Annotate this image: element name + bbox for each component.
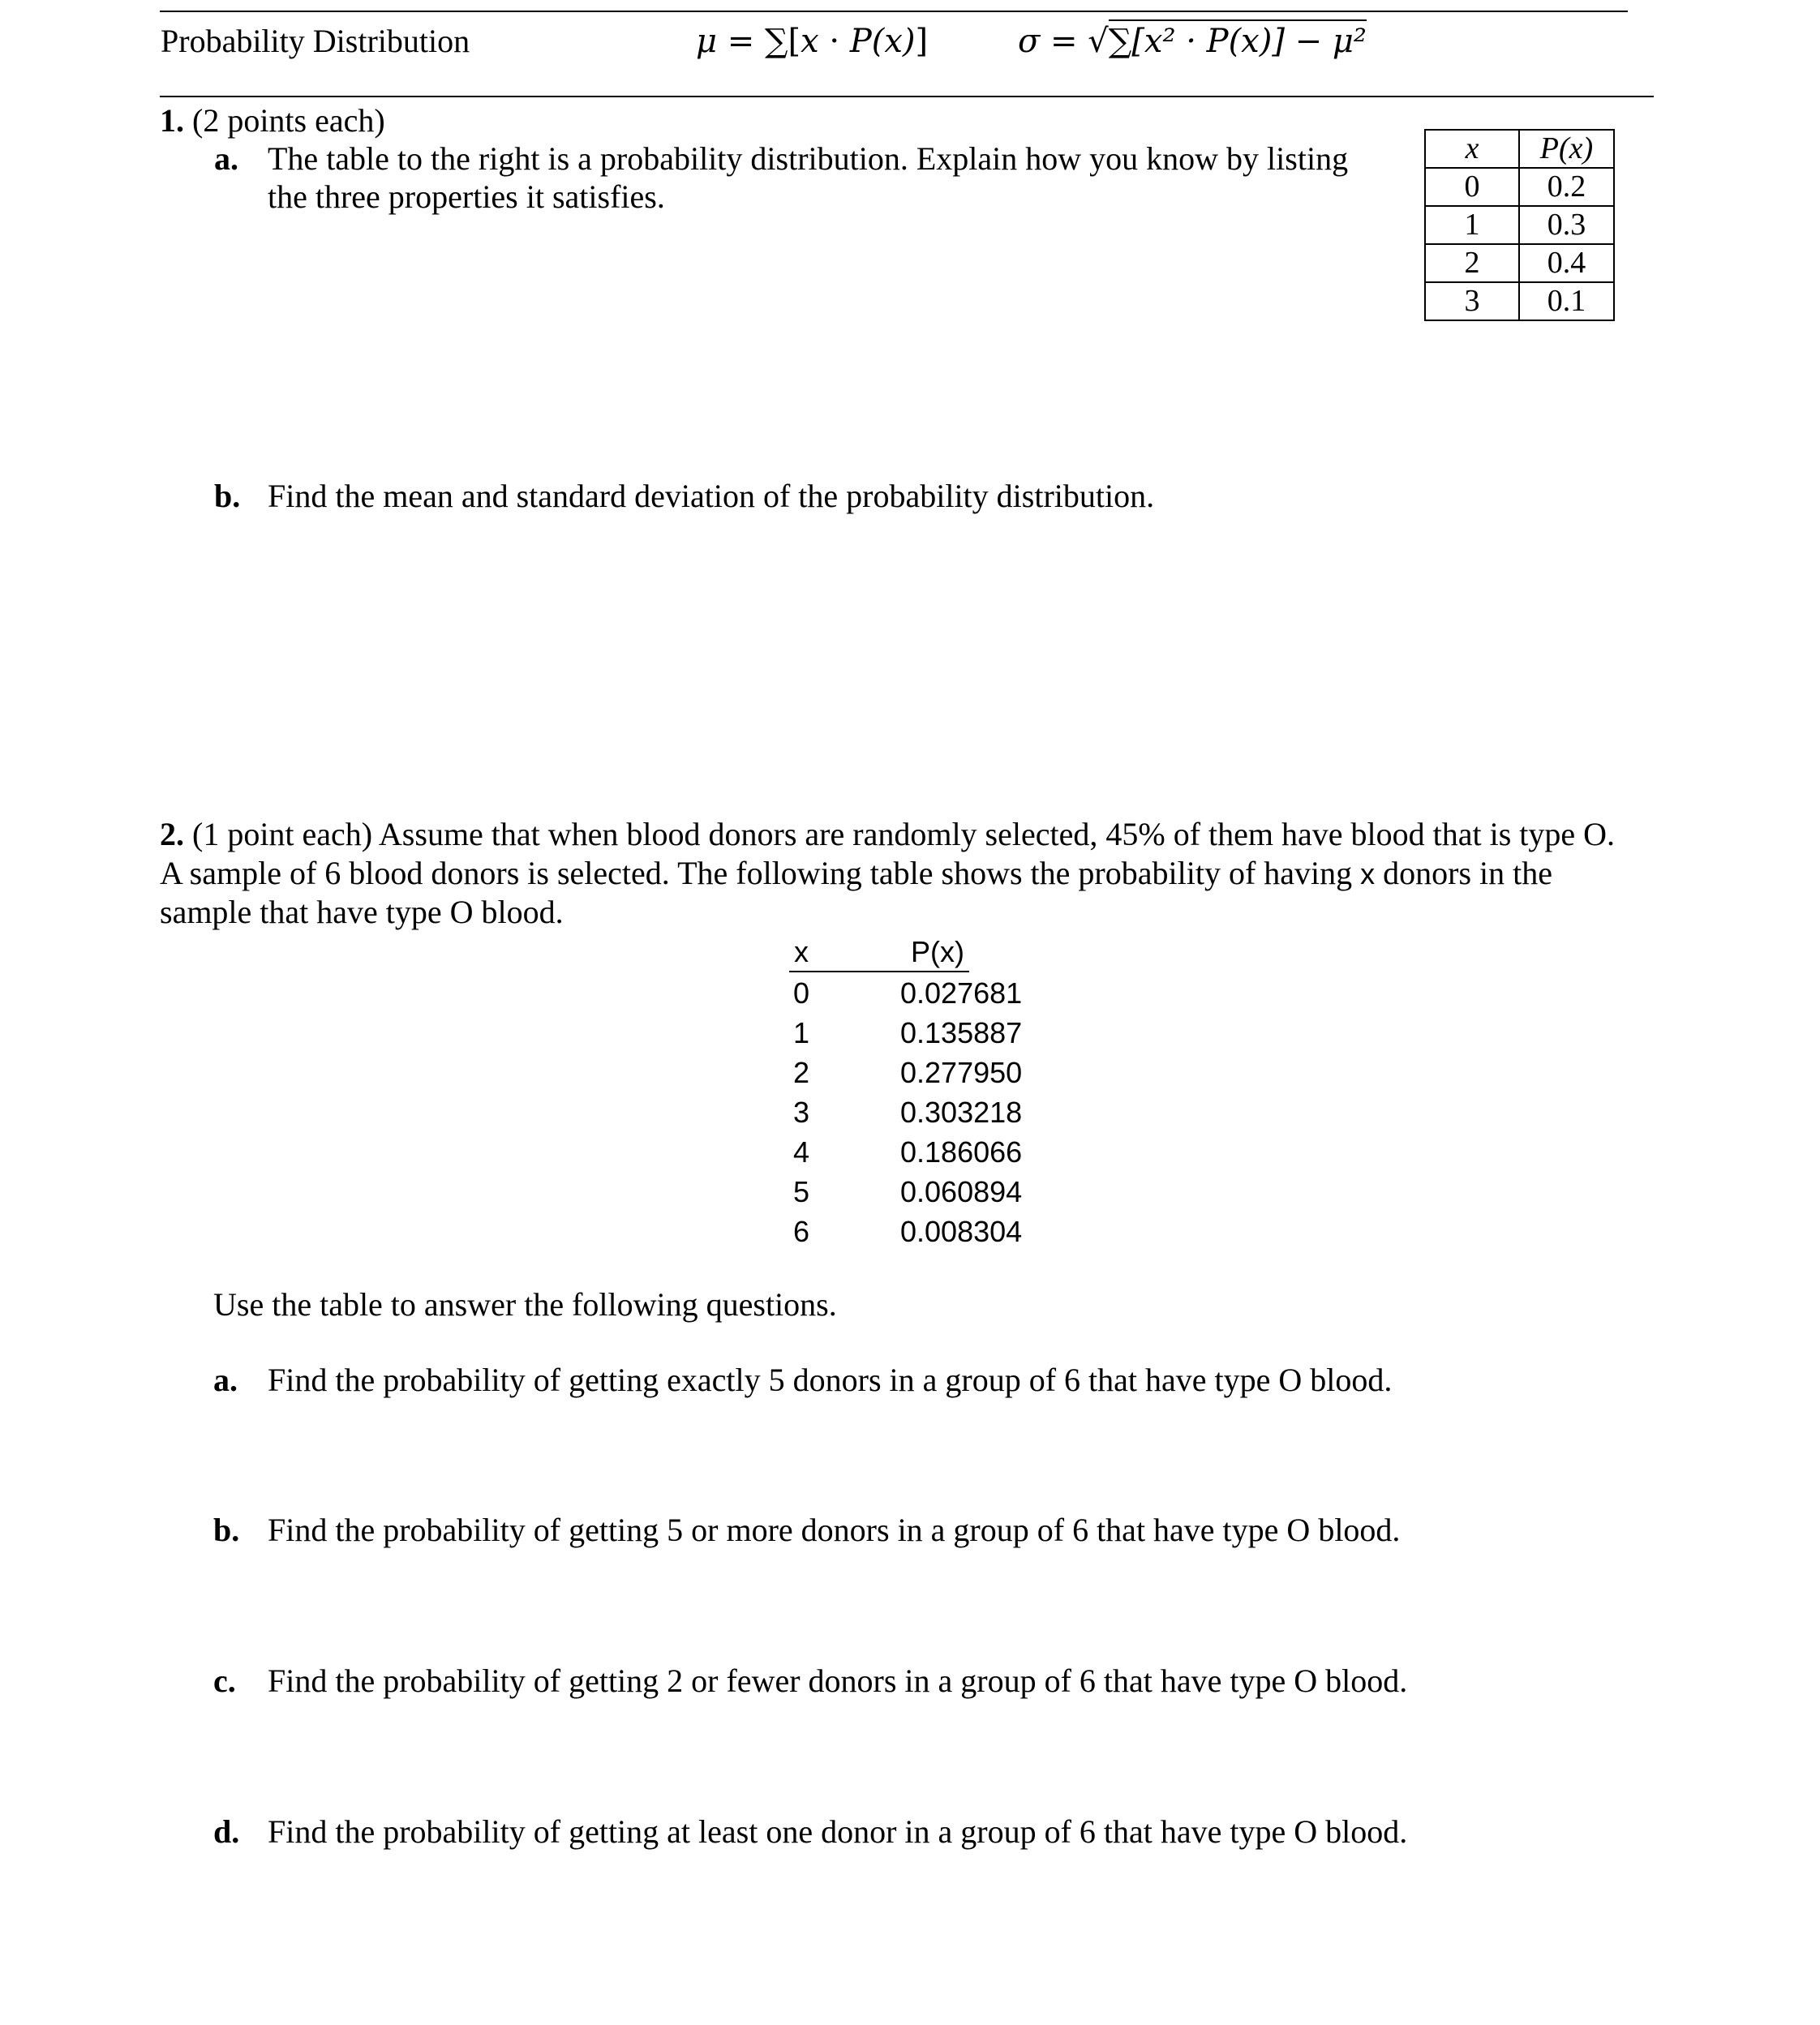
q2-line2-start: A sample of 6 blood donors is selected. The following table shows the probability of having [160, 855, 1361, 891]
mean-sum-open: ∑[ [764, 23, 801, 60]
sd-formula [1018, 22, 1367, 61]
q2-line2-end: donors in the [1375, 855, 1553, 891]
table-cell-x: 3 [1425, 282, 1519, 320]
table-header-p: P(x) [1519, 130, 1614, 168]
table-cell-p: 0.277950 [900, 1056, 1023, 1089]
q1a-label: a. [214, 140, 238, 177]
q1-heading [160, 101, 385, 140]
table-header-row [1425, 130, 1614, 168]
table-cell-x: 3 [793, 1096, 810, 1129]
table-row [1425, 244, 1614, 282]
mean-equals: = [727, 23, 755, 60]
table-cell-p: 0.186066 [900, 1135, 1023, 1169]
mean-x: x [801, 23, 819, 60]
table-cell-p: 0.060894 [900, 1175, 1023, 1208]
sd-radicand: ∑[x² · P(x)] − μ² [1109, 19, 1367, 60]
q2-table-header [789, 933, 969, 972]
table-cell-x: 4 [793, 1135, 810, 1169]
q1a-text-line1: The table to the right is a probability distribution. Explain how you know by listing [268, 140, 1349, 177]
table-cell-p: 0.2 [1519, 168, 1614, 206]
table-cell-x: 0 [793, 976, 810, 1010]
table-cell-x: 5 [793, 1175, 810, 1208]
q2a-label: a. [213, 1362, 238, 1398]
table-cell-x: 2 [1425, 244, 1519, 282]
q2a-text: Find the probability of getting exactly 5 donors in a group of 6 that have type O blood. [268, 1362, 1393, 1398]
q2-intro-text: (1 point each) Assume that when blood donors are randomly selected, 45% of them have blood that is type O. [192, 816, 1616, 852]
table-row [1425, 206, 1614, 244]
table-cell-p: 0.4 [1519, 244, 1614, 282]
mean-symbol: μ [696, 23, 717, 60]
q2-table-header-p: P(x) [911, 935, 964, 968]
table-cell-p: 0.303218 [900, 1096, 1023, 1129]
table-cell-x: 0 [1425, 168, 1519, 206]
table-header-x: x [1425, 130, 1519, 168]
sd-symbol: σ [1018, 23, 1041, 60]
q1b-text: Find the mean and standard deviation of the probability distribution. [268, 478, 1155, 514]
q2b-text: Find the probability of getting 5 or more donors in a group of 6 that have type O blood. [268, 1512, 1401, 1548]
table-cell-x: 1 [1425, 206, 1519, 244]
table-cell-p: 0.008304 [900, 1215, 1023, 1248]
sd-equals: = [1050, 23, 1078, 60]
mean-formula [696, 22, 928, 61]
q2d-text: Find the probability of getting at least one donor in a group of 6 that have type O blood. [268, 1813, 1408, 1850]
mean-p: P [849, 23, 872, 60]
table-cell-x: 1 [793, 1016, 810, 1049]
q2-line3: sample that have type O blood. [160, 894, 564, 930]
table-cell-p: 0.135887 [900, 1016, 1023, 1049]
q2-number: 2. [160, 816, 184, 852]
table-cell-x: 2 [793, 1056, 810, 1089]
table-row [1425, 282, 1614, 320]
q2b-label: b. [213, 1512, 240, 1548]
q2c-label: c. [213, 1662, 236, 1699]
table-row [1425, 168, 1614, 206]
sd-radical-sign: √ [1088, 23, 1109, 60]
header-bottom-rule [160, 96, 1654, 97]
q1a-text-line2: the three properties it satisfies. [268, 178, 665, 215]
q1b-label: b. [214, 478, 241, 514]
mean-arg: (x) [871, 23, 916, 60]
header-top-rule [160, 11, 1628, 12]
q2-table-header-x: x [794, 935, 809, 968]
table-cell-p: 0.027681 [900, 976, 1023, 1010]
q1-distribution-table [1424, 129, 1615, 321]
table-cell-x: 6 [793, 1215, 810, 1248]
q2c-text: Find the probability of getting 2 or fewer donors in a group of 6 that have type O blood. [268, 1662, 1408, 1699]
table-cell-p: 0.3 [1519, 206, 1614, 244]
q2-instruction: Use the table to answer the following questions. [213, 1286, 837, 1323]
q2-line2 [160, 854, 1552, 894]
mean-close: ] [915, 23, 929, 60]
q2-line2-variable: x [1360, 857, 1376, 890]
q1-number: 1. [160, 102, 184, 139]
q2d-label: d. [213, 1813, 240, 1850]
mean-dot: · [829, 23, 840, 60]
table-cell-p: 0.1 [1519, 282, 1614, 320]
q1-points: (2 points each) [192, 102, 385, 139]
q2-line1 [160, 815, 1615, 854]
page-title: Probability Distribution [161, 23, 470, 59]
